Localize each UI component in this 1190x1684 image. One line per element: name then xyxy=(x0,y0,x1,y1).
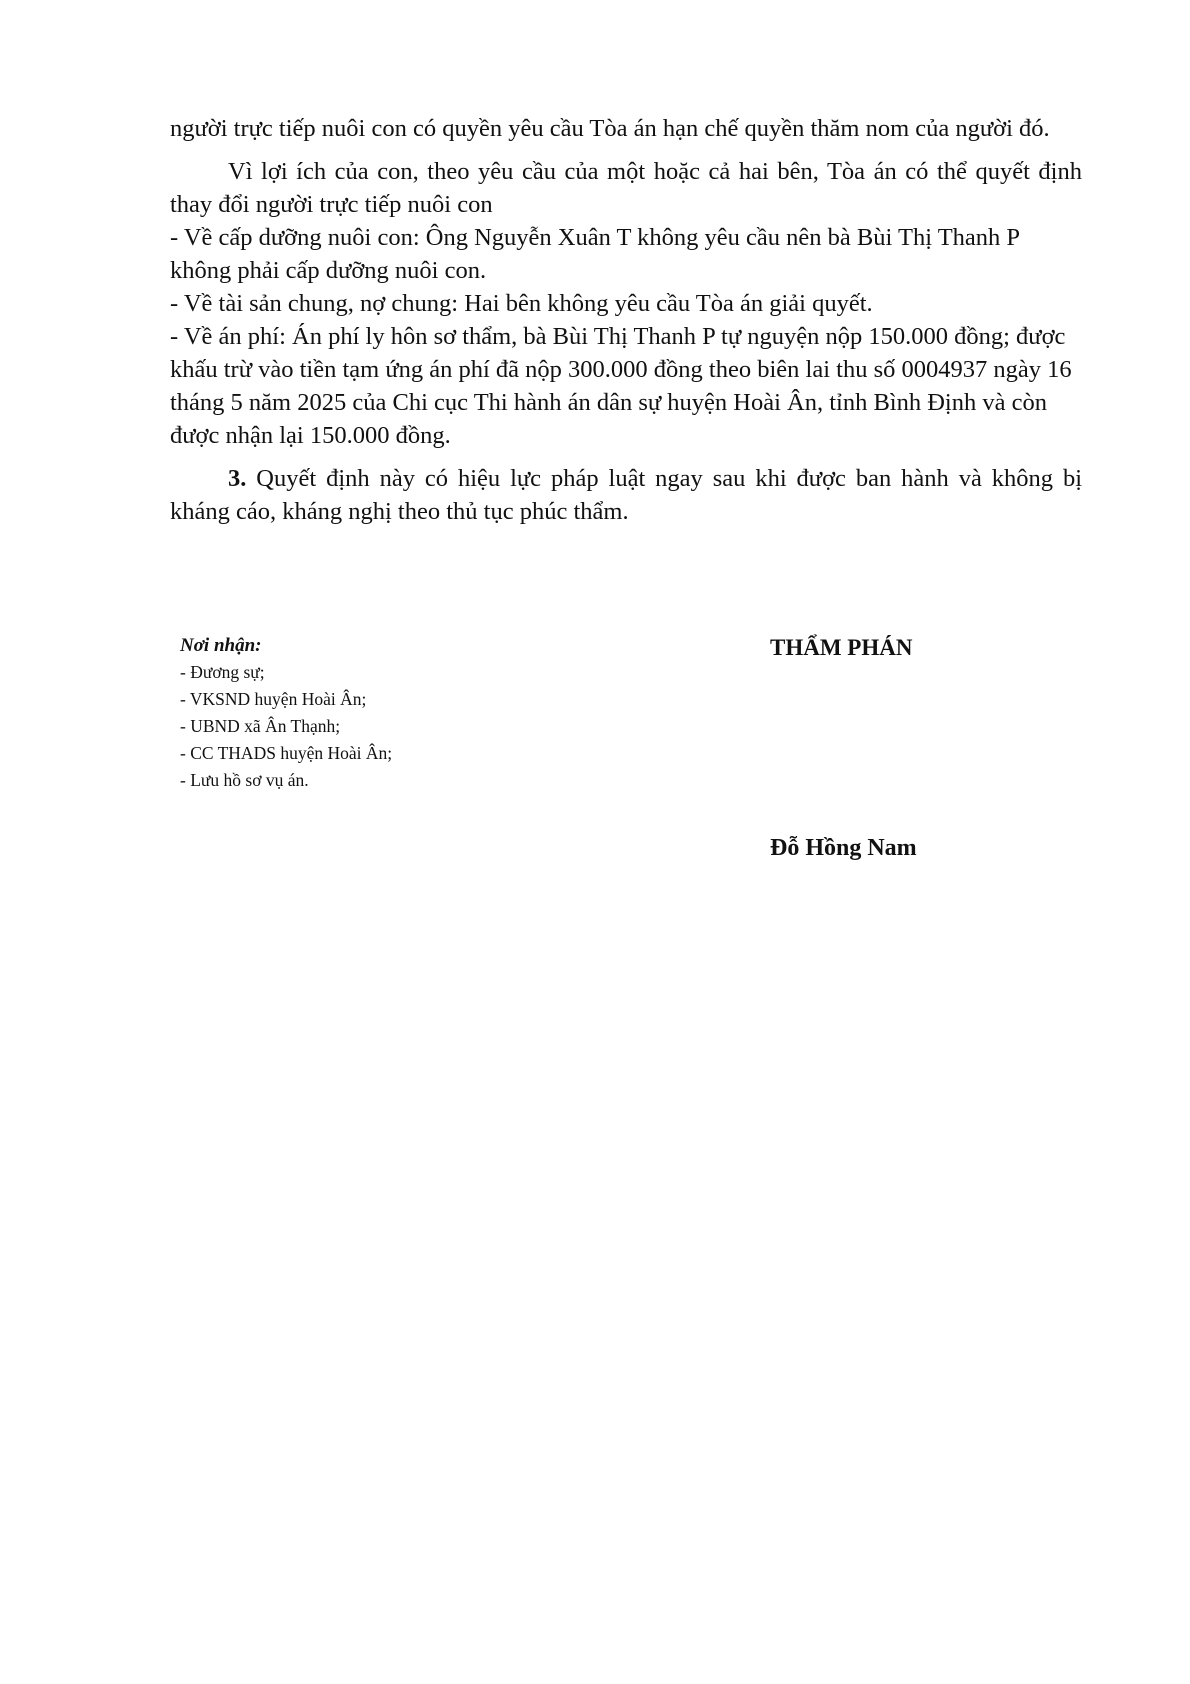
clause-number: 3. xyxy=(228,465,247,492)
recipient-item: - VKSND huyện Hoài Ân; xyxy=(180,689,367,709)
paragraph-visitation-restriction: người trực tiếp nuôi con có quyền yêu cầu Tòa án hạn chế quyền thăm nom của người đó. xyxy=(170,115,1050,142)
recipient-item: - CC THADS huyện Hoài Ân; xyxy=(180,743,393,763)
document-footer xyxy=(180,633,1080,873)
signer-name: Đỗ Hồng Nam xyxy=(770,835,917,861)
paragraph-child-support: - Về cấp dưỡng nuôi con: Ông Nguyễn Xuân T không yêu cầu nên bà Bùi Thị Thanh P không phải cấp dưỡng nuôi con. xyxy=(170,224,1020,284)
paragraph-common-property: - Về tài sản chung, nợ chung: Hai bên không yêu cầu Tòa án giải quyết. xyxy=(170,290,873,317)
recipient-item: - Đương sự; xyxy=(180,662,265,682)
paragraph-change-custodian: Vì lợi ích của con, theo yêu cầu của một hoặc cả hai bên, Tòa án có thể quyết định thay đổi người trực tiếp nuôi con xyxy=(170,158,1082,218)
document-body xyxy=(170,112,1082,528)
signer-title: THẨM PHÁN xyxy=(770,635,913,660)
recipient-item: - UBND xã Ân Thạnh; xyxy=(180,716,341,736)
recipient-item: - Lưu hồ sơ vụ án. xyxy=(180,770,309,790)
paragraph-effect-clause xyxy=(170,462,1082,528)
recipients-block xyxy=(180,633,600,794)
clause-text: Quyết định này có hiệu lực pháp luật ngay sau khi được ban hành và không bị kháng cáo, kháng nghị theo thủ tục phúc thẩm. xyxy=(170,465,1082,525)
signature-block xyxy=(770,633,1030,861)
recipients-title: Nơi nhận: xyxy=(180,635,262,656)
recipients-list xyxy=(180,659,600,794)
paragraph-court-fee: - Về án phí: Án phí ly hôn sơ thẩm, bà Bùi Thị Thanh P tự nguyện nộp 150.000 đồng; được khấu trừ vào tiền tạm ứng án phí đã nộp 300.000 đồng theo biên lai thu số 0004937 ngày 16 tháng 5 năm 2025 của Chi cục Thi hành án dân sự huyện Hoài Ân, tỉnh Bình Định và còn được nhận lại 150.000 đồng. xyxy=(170,323,1072,449)
